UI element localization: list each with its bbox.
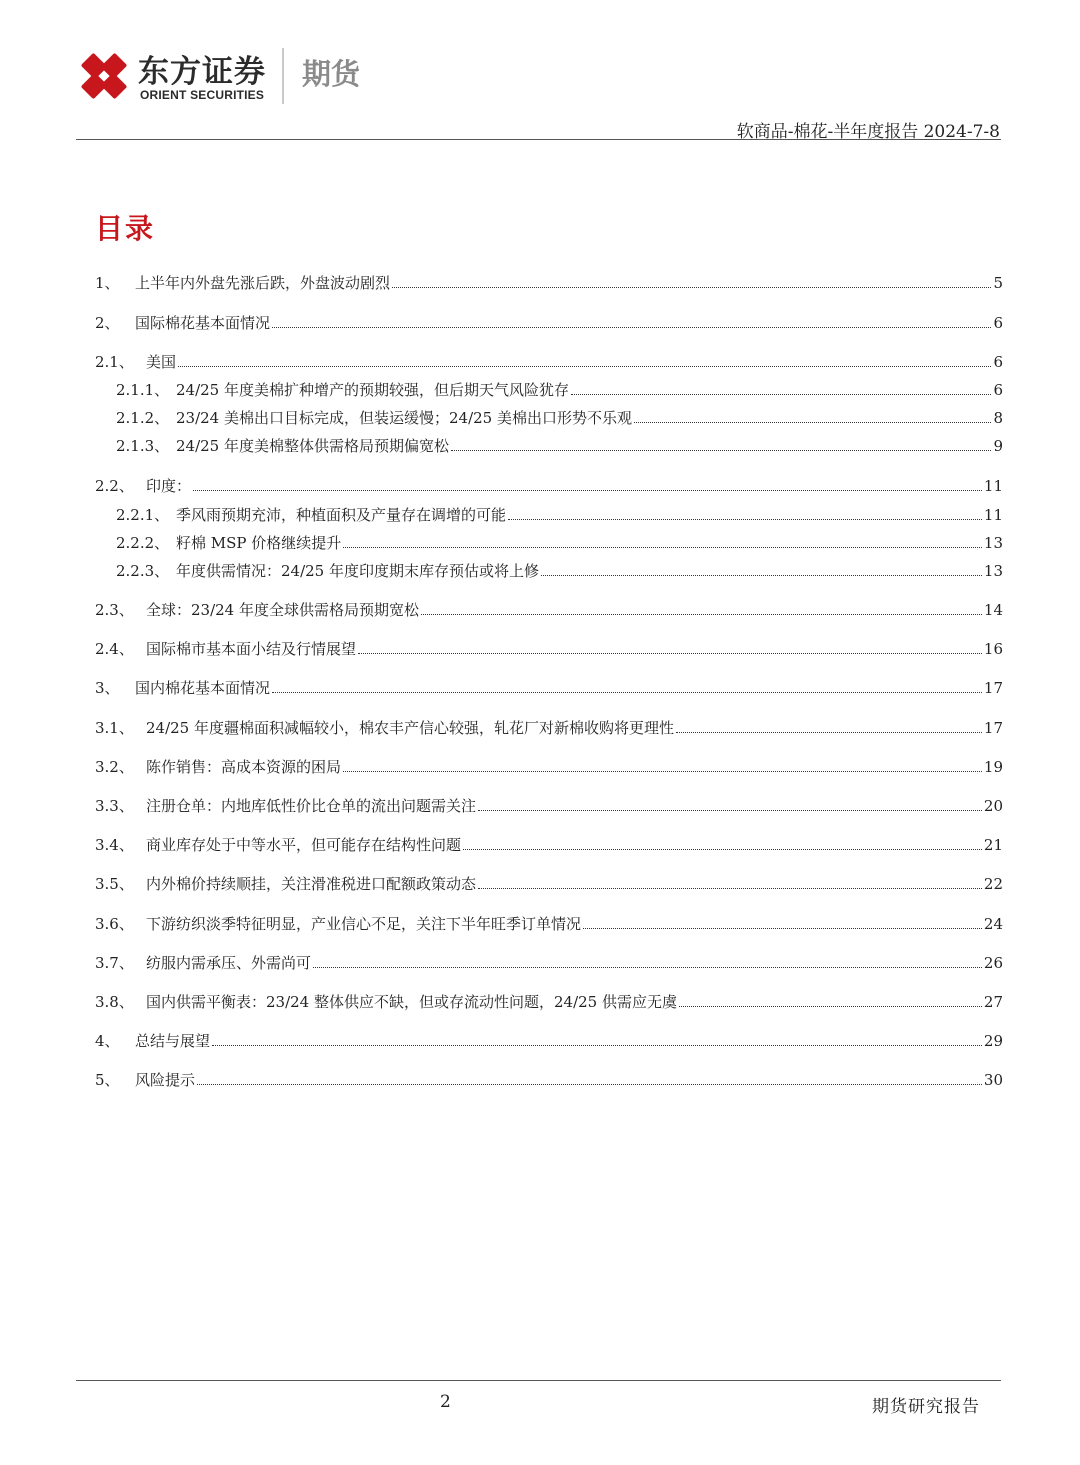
toc-leader-dots [478, 797, 982, 811]
toc-entry[interactable] [95, 913, 1003, 935]
toc-entry-title: 24/25 年度疆棉面积减幅较小，棉农丰产信心较强，轧花厂对新棉收购将更理性 [146, 719, 674, 737]
toc-entry-number: 3.6、 [95, 915, 134, 933]
toc-entry[interactable] [95, 795, 1003, 817]
toc-entry-title: 全球：23/24 年度全球供需格局预期宽松 [146, 601, 419, 619]
toc-entry[interactable] [95, 952, 1003, 974]
toc-entry[interactable] [95, 272, 1003, 294]
toc-entry-title: 陈作销售：高成本资源的困局 [146, 758, 342, 776]
toc-entry[interactable] [95, 312, 1003, 334]
toc-entry-title: 纺服内需承压、外需尚可 [146, 954, 312, 972]
toc-entry-number: 2.1.1、 [116, 381, 170, 399]
toc-leader-dots [451, 437, 991, 451]
toc-entry[interactable] [95, 991, 1003, 1013]
toc-entry[interactable] [116, 532, 1003, 554]
toc-entry[interactable] [116, 435, 1003, 457]
toc-entry-page: 30 [983, 1071, 1003, 1089]
toc-entry-title: 23/24 美棉出口目标完成，但装运缓慢；24/25 美棉出口形势不乐观 [176, 409, 632, 427]
footer-label: 期货研究报告 [872, 1397, 980, 1417]
toc-leader-dots [541, 562, 982, 576]
toc-entry-page: 5 [993, 274, 1003, 292]
brand-name-cn: 东方证券 [138, 54, 266, 90]
toc-entry-number: 2、 [95, 314, 120, 332]
toc-entry-number: 2.2、 [95, 477, 134, 495]
toc-entry-page: 21 [983, 836, 1003, 854]
toc-leader-dots [272, 679, 982, 693]
toc-entry-page: 13 [983, 534, 1003, 552]
toc-entry-page: 27 [983, 993, 1003, 1011]
toc-entry-number: 1、 [95, 274, 120, 292]
toc-entry-page: 11 [983, 506, 1003, 524]
toc-leader-dots [392, 274, 991, 288]
toc-leader-dots [508, 506, 982, 520]
toc-entry-number: 3.5、 [95, 875, 134, 893]
toc-entry-number: 3.4、 [95, 836, 134, 854]
brand-name-en: ORIENT SECURITIES [140, 88, 265, 102]
toc-leader-dots [421, 601, 982, 615]
toc-entry-number: 4、 [95, 1032, 120, 1050]
toc-entry-page: 20 [983, 797, 1003, 815]
toc-entry-number: 2.1、 [95, 353, 134, 371]
toc-entry[interactable] [116, 407, 1003, 429]
toc-entry-title: 国内供需平衡表：23/24 整体供应不缺，但或存流动性问题，24/25 供需应无虞 [146, 993, 677, 1011]
toc-leader-dots [583, 915, 982, 929]
toc-title: 目录 [95, 212, 156, 245]
toc-leader-dots [343, 534, 982, 548]
toc-leader-dots [178, 353, 991, 367]
toc-entry-title: 季风雨预期充沛，种植面积及产量存在调增的可能 [176, 506, 507, 524]
toc-leader-dots [272, 314, 991, 328]
toc-entry-title: 下游纺织淡季特征明显，产业信心不足，关注下半年旺季订单情况 [146, 915, 582, 933]
toc-entry-number: 3.7、 [95, 954, 134, 972]
toc-entry-page: 6 [993, 314, 1003, 332]
toc-entry-number: 2.2.3、 [116, 562, 170, 580]
toc-entry-number: 2.4、 [95, 640, 134, 658]
toc-leader-dots [679, 993, 982, 1007]
toc-entry-title: 国际棉花基本面情况 [135, 314, 271, 332]
toc-entry-title: 美国 [146, 353, 177, 371]
toc-entry-number: 2.1.2、 [116, 409, 170, 427]
toc-entry-number: 2.3、 [95, 601, 134, 619]
toc-entry-title: 内外棉价持续顺挂，关注滑准税进口配额政策动态 [146, 875, 477, 893]
toc-entry-title: 印度： [146, 477, 192, 495]
toc-entry-number: 2.1.3、 [116, 437, 170, 455]
toc-entry-title: 注册仓单：内地库低性价比仓单的流出问题需关注 [146, 797, 477, 815]
toc-entry-title: 风险提示 [135, 1071, 196, 1089]
toc-leader-dots [478, 875, 982, 889]
toc-entry-page: 26 [983, 954, 1003, 972]
toc-entry-title: 24/25 年度美棉整体供需格局预期偏宽松 [176, 437, 449, 455]
toc-entry-page: 22 [983, 875, 1003, 893]
toc-entry-title: 年度供需情况：24/25 年度印度期末库存预估或将上修 [176, 562, 539, 580]
toc-entry-page: 17 [983, 679, 1003, 697]
toc-entry[interactable] [95, 717, 1003, 739]
brand-unit: 期货 [302, 57, 361, 91]
toc-entry[interactable] [95, 599, 1003, 621]
toc-entry[interactable] [95, 873, 1003, 895]
toc-entry[interactable] [95, 638, 1003, 660]
toc-entry-title: 上半年内外盘先涨后跌，外盘波动剧烈 [135, 274, 391, 292]
toc-entry[interactable] [95, 1069, 1003, 1091]
toc-entry-number: 5、 [95, 1071, 120, 1089]
toc-entry-title: 籽棉 MSP 价格继续提升 [176, 534, 342, 552]
toc-entry-page: 19 [983, 758, 1003, 776]
toc-entry-page: 16 [983, 640, 1003, 658]
toc-entry-number: 2.2.2、 [116, 534, 170, 552]
toc-entry-number: 3.3、 [95, 797, 134, 815]
toc-entry-number: 3.2、 [95, 758, 134, 776]
toc-entry[interactable] [116, 504, 1003, 526]
toc-leader-dots [634, 409, 991, 423]
toc-entry[interactable] [116, 560, 1003, 582]
toc-entry[interactable] [95, 1030, 1003, 1052]
toc-leader-dots [463, 836, 982, 850]
toc-entry-page: 14 [983, 601, 1003, 619]
page-number: 2 [440, 1392, 451, 1412]
toc-entry-page: 24 [983, 915, 1003, 933]
toc-entry-title: 总结与展望 [135, 1032, 211, 1050]
toc-entry-title: 国内棉花基本面情况 [135, 679, 271, 697]
toc-entry-page: 9 [993, 437, 1003, 455]
toc-entry-number: 3.1、 [95, 719, 134, 737]
toc-entry-page: 29 [983, 1032, 1003, 1050]
toc-entry[interactable] [95, 756, 1003, 778]
toc-entry[interactable] [95, 475, 1003, 497]
toc-leader-dots [676, 719, 982, 733]
toc-entry-title: 商业库存处于中等水平，但可能存在结构性问题 [146, 836, 462, 854]
toc-leader-dots [193, 477, 982, 491]
toc-entry[interactable] [95, 351, 1003, 373]
toc-entry-page: 8 [993, 409, 1003, 427]
toc-leader-dots [197, 1071, 982, 1085]
toc-entry-page: 6 [993, 381, 1003, 399]
toc-leader-dots [212, 1032, 982, 1046]
toc-entry[interactable] [95, 834, 1003, 856]
toc-entry-page: 17 [983, 719, 1003, 737]
toc-entry-title: 国际棉市基本面小结及行情展望 [146, 640, 357, 658]
toc-leader-dots [343, 758, 982, 772]
toc-leader-dots [313, 954, 982, 968]
toc-entry-number: 2.2.1、 [116, 506, 170, 524]
toc-entry-number: 3、 [95, 679, 120, 697]
footer-divider [76, 1380, 1001, 1381]
toc-entry-page: 11 [983, 477, 1003, 495]
toc-entry-number: 3.8、 [95, 993, 134, 1011]
toc-entry-page: 6 [993, 353, 1003, 371]
toc-entry-title: 24/25 年度美棉扩种增产的预期较强，但后期天气风险犹存 [176, 381, 569, 399]
report-tag: 软商品-棉花-半年度报告 2024-7-8 [736, 122, 1000, 142]
toc-leader-dots [358, 640, 982, 654]
toc-leader-dots [571, 381, 991, 395]
toc-entry[interactable] [95, 677, 1003, 699]
toc-entry-page: 13 [983, 562, 1003, 580]
toc-entry[interactable] [116, 379, 1003, 401]
